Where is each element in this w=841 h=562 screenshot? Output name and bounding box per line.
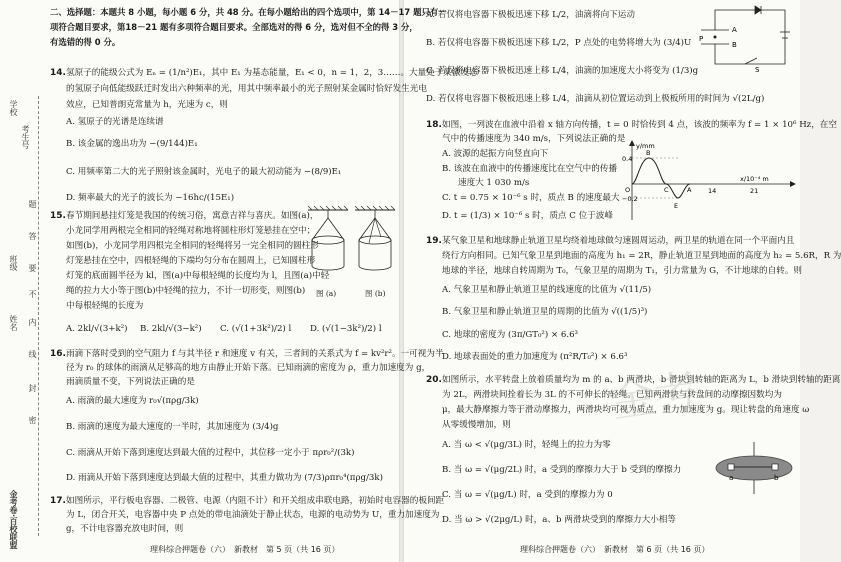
- q20-stem-3: μ，最大静摩擦力等于滑动摩擦力，两滑块均可视为质点，重力加速度为 g。现让转盘的角速度 ω: [442, 405, 810, 415]
- q20-option-c: C. 当 ω = √(μg/L) 时，a 受到的摩擦力为 0: [442, 490, 613, 500]
- q15-stem-7: 中每根轻绳的长度为: [66, 301, 144, 311]
- q14-option-c: C. 用频率第二大的光子照射该金属时，光电子的最大初动能为 −(8/9)E₁: [66, 167, 342, 177]
- q20-stem-2: 为 2L，两滑块间拴着长为 3L 的不可伸长的轻绳。已知两滑块与转盘间的动摩擦因数均为: [442, 390, 782, 400]
- q18-option-b-2: 速度大 1 030 m/s: [458, 178, 530, 188]
- disk-label-b: b: [774, 474, 779, 482]
- seal-char-6: 线: [28, 350, 37, 358]
- q15-option-a: A. 2kl/√(3+k²): [66, 324, 128, 334]
- q14-stem-2: 的氢原子向低能级跃迁时发出六种频率的光，用其中频率最小的光子照射某金属时恰好发生光电: [66, 84, 427, 94]
- seal-char-2: 答: [28, 232, 37, 240]
- q15-stem-1: 春节期间悬挂灯笼是我国的传统习俗，寓意吉祥与喜庆。如图(a)，: [66, 211, 319, 221]
- q16-number: 16.: [50, 349, 66, 359]
- q20-option-d: D. 当 ω > √(2μg/L) 时，a、b 两滑块受到的摩擦力大小相等: [442, 515, 676, 525]
- q17-option-b: B. 若仅将电容器下极板迅速下移 L/2，P 点处的电势将增大为 (3/4)U: [426, 38, 692, 48]
- circuit-label-b: B: [732, 41, 737, 49]
- q16-stem-3: 雨滴质量不变，下列说法正确的是: [66, 377, 195, 387]
- q20-stem-4: 从零缓慢增加，则: [442, 420, 511, 430]
- wave-xtick-14: 14: [708, 187, 717, 195]
- wave-ylabel: y/mm: [636, 142, 655, 150]
- section-header-line-2: 项符合题目要求，第18－21 题有多项符合题目要求。全部选对的得 6 分，选对但不全的得 3 分，: [50, 22, 418, 32]
- q19-option-c: C. 地球的密度为 (3π/GT₀²) × 6.6³: [442, 330, 579, 340]
- q20-number: 20.: [426, 375, 442, 385]
- q18-stem-2: 气中的传播速度为 340 m/s，下列说法正确的是: [442, 134, 626, 144]
- q16-option-a: A. 雨滴的最大速度为 r₀√(πρg/3k): [66, 396, 199, 406]
- q19-stem-1: 某气象卫星和地球静止轨道卫星均绕着地球做匀速圆周运动，两卫星的轨道在同一个平面内且: [442, 236, 795, 246]
- q15-stem-3: 如图(b)，小龙同学用四根完全相同的轻绳将另一完全相同的圆柱形: [66, 241, 319, 251]
- q15-option-c: C. (√(1+3k²)/2) l: [220, 324, 292, 334]
- fig-b-caption: 图 (b): [365, 289, 386, 298]
- q18-option-d: D. t = (1/3) × 10⁻⁶ s 时，质点 C 位于波峰: [442, 211, 613, 221]
- wave-graph: [622, 140, 798, 222]
- q15-stem-5: 灯笼的底面圆半径为 kl，图(a)中每根轻绳的长度均为 l，且图(a)中轻: [66, 271, 330, 281]
- circuit-label-p: P: [699, 35, 704, 43]
- margin-school-label: 学校: [9, 100, 18, 116]
- q17-option-d: D. 若仅将电容器下极板迅速上移 L/4，油滴从初位置运动到上极板所用的时间为 √(2L/g): [426, 94, 765, 104]
- seal-char-3: 要: [28, 264, 37, 272]
- q19-number: 19.: [426, 236, 442, 246]
- watermark: 金考: [607, 365, 702, 428]
- wave-point-b: B: [646, 149, 651, 157]
- wave-xlabel: x/10⁻⁴ m: [740, 175, 769, 183]
- q18-number: 18.: [426, 120, 442, 130]
- wave-ytick-top: 0.4: [622, 155, 633, 163]
- lantern-figure-a: [308, 206, 348, 270]
- q15-number: 15.: [50, 211, 66, 221]
- lantern-figures: [303, 206, 398, 296]
- margin-brand: 金考卷·百校联盟: [9, 490, 18, 550]
- q19-option-d: D. 地球表面处的重力加速度为 (π²R/T₀²) × 6.6³: [442, 352, 628, 362]
- q14-stem-3: 效应，已知普朗克常量为 h，光速为 c，则: [66, 100, 228, 110]
- margin-exam-no-label: 考生号: [21, 125, 30, 149]
- q15-stem-4: 灯笼悬挂在空中，四根轻绳的下端均匀分布在圆周上，已知圆柱形: [66, 256, 316, 266]
- q17-stem-1: 如图所示，平行板电容器、二极管、电源（内阻不计）和开关组成串联电路，初始时电容器的板间距: [66, 496, 445, 506]
- margin-class-label: 班级: [9, 255, 18, 271]
- q19-option-a: A. 气象卫星和静止轨道卫星的线速度的比值为 √(11/5): [442, 285, 652, 295]
- lantern-figure-b: [355, 206, 395, 270]
- q18-option-b-1: B. 该波在血液中的传播速度比在空气中的传播: [442, 164, 618, 174]
- q15-option-b: B. 2kl/√(3−k²): [140, 324, 202, 334]
- disk-label-a: a: [729, 474, 734, 482]
- section-header-line-1: 二、选择题：本题共 8 小题，每小题 6 分，共 48 分。在每小题给出的四个选项中，第 14－17 题只有一: [50, 7, 447, 17]
- q17-option-a: A. 若仅将电容器下极板迅速下移 L/2，油滴将向下运动: [426, 10, 635, 20]
- circuit-label-a: A: [732, 26, 737, 34]
- q19-stem-2: 绕行方向相同。已知气象卫星到地面的高度为 h₁ = 2R，静止轨道卫星到地面的高度为 h₂ = 5.6R，R 为: [442, 251, 841, 261]
- q14-option-a: A. 氢原子的光谱是连续谱: [66, 117, 164, 127]
- q18-stem-1: 如图，一列波在血液中沿着 x 轴方向传播，t = 0 时恰传到 4 点，该波的频率为 f = 1 × 10⁶ Hz，在空: [442, 120, 837, 130]
- q19-stem-3: 地球的半径，地球自转周期为 T₀，气象卫星的周期为 T₁，引力常量为 G，不计地球的自转。则: [442, 266, 802, 276]
- q16-option-c: C. 雨滴从开始下落到速度达到最大值的过程中，其位移一定小于 πρr₀²/(3k): [66, 448, 355, 458]
- q15-stem-6: 绳的拉力大小等于图(b)中轻绳的拉力，不计一切形变，则图(b): [66, 286, 306, 296]
- q20-option-b: B. 当 ω = √(μg/2L) 时，a 受到的摩擦力大于 b 受到的摩擦力: [442, 465, 682, 475]
- q19-option-b: B. 气象卫星和静止轨道卫星的周期的比值为 √((1/5)³): [442, 307, 648, 317]
- q15-option-d: D. (√(1−3k²)/2) l: [310, 324, 382, 334]
- seal-char-1: 题: [28, 200, 37, 208]
- seal-char-5: 内: [28, 318, 37, 326]
- wave-point-a: A: [687, 186, 692, 194]
- margin-name-label: 姓名: [9, 315, 18, 331]
- seal-char-8: 密: [28, 416, 37, 424]
- q16-stem-1: 雨滴下落时受到的空气阻力 f 与其半径 r 和速度 v 有关，三者间的关系式为 f = kv²r²。一可视为半: [66, 349, 444, 359]
- q14-option-d: D. 频率最大的光子的波长为 −16hc/(15E₁): [66, 193, 235, 203]
- turntable-figure: [712, 440, 796, 496]
- right-page-footer: 理科综合押题卷（六） 新教材 第 6 页（共 16 页）: [520, 545, 710, 554]
- q17-stem-2: 为 L，闭合开关，电容器中央 P 点处的带电油滴处于静止状态，电源的电动势为 U，重力加速度为: [66, 510, 440, 520]
- q16-option-d: D. 雨滴从开始下落到速度达到最大值的过程中，其重力做功为 (7/3)ρπr₀⁴(πρg/3k): [66, 473, 383, 483]
- q18-option-a: A. 波源的起振方向竖直向下: [442, 149, 549, 159]
- q16-option-b: B. 雨滴的速度为最大速度的一半时，其加速度为 (3/4)g: [66, 422, 279, 432]
- q17-stem-3: g，不计电容器充放电时间，则: [66, 524, 184, 534]
- q14-option-b: B. 该金属的逸出功为 −(9/144)E₁: [66, 139, 198, 149]
- wave-ytick-bottom: −0.2: [622, 195, 638, 203]
- seal-char-4: 不: [28, 290, 37, 298]
- q17-option-c: C. 若仅将电容器下极板迅速上移 L/4，油滴的加速度大小将变为 (1/3)g: [426, 66, 699, 76]
- q14-number: 14.: [50, 68, 66, 78]
- circuit-label-s: S: [755, 66, 760, 74]
- wave-origin: O: [625, 186, 631, 194]
- fig-a-caption: 图 (a): [316, 289, 337, 298]
- seal-dashed-line: [38, 96, 39, 536]
- capacitor-circuit: [695, 6, 795, 74]
- q17-number: 17.: [50, 496, 66, 506]
- wave-point-c: C: [664, 186, 669, 194]
- q16-stem-2: 径为 r₀ 的球体的雨滴从足够高的地方由静止开始下落。已知雨滴的密度为 ρ，重力加速度为 g，: [66, 363, 431, 373]
- q18-option-c: C. t = 0.75 × 10⁻⁶ s 时，质点 B 的速度最大: [442, 193, 620, 203]
- q14-stem-1: 氢原子的能级公式为 Eₙ = (1/n²)E₁，其中 E₁ 为基态能量，E₁ < 0，n = 1，2，3……。大量处于某激发态: [66, 68, 478, 78]
- wave-xtick-21: 21: [750, 187, 759, 195]
- wave-point-e: E: [674, 202, 679, 210]
- q20-option-a: A. 当 ω < √(μg/3L) 时，轻绳上的拉力为零: [442, 440, 611, 450]
- q15-stem-2: 小龙同学用两根完全相同的轻绳对称地将圆柱形灯笼悬挂在空中；: [66, 226, 316, 236]
- q20-stem-1: 如图所示，水平转盘上放着质量均为 m 的 a、b 两滑块，b 滑块到转轴的距离为 L，b 滑块到转轴的距离: [442, 375, 841, 385]
- section-header-line-3: 有选错的得 0 分。: [50, 37, 121, 47]
- seal-char-7: 封: [28, 384, 37, 392]
- left-page-footer: 理科综合押题卷（六） 新教材 第 5 页（共 16 页）: [150, 545, 340, 554]
